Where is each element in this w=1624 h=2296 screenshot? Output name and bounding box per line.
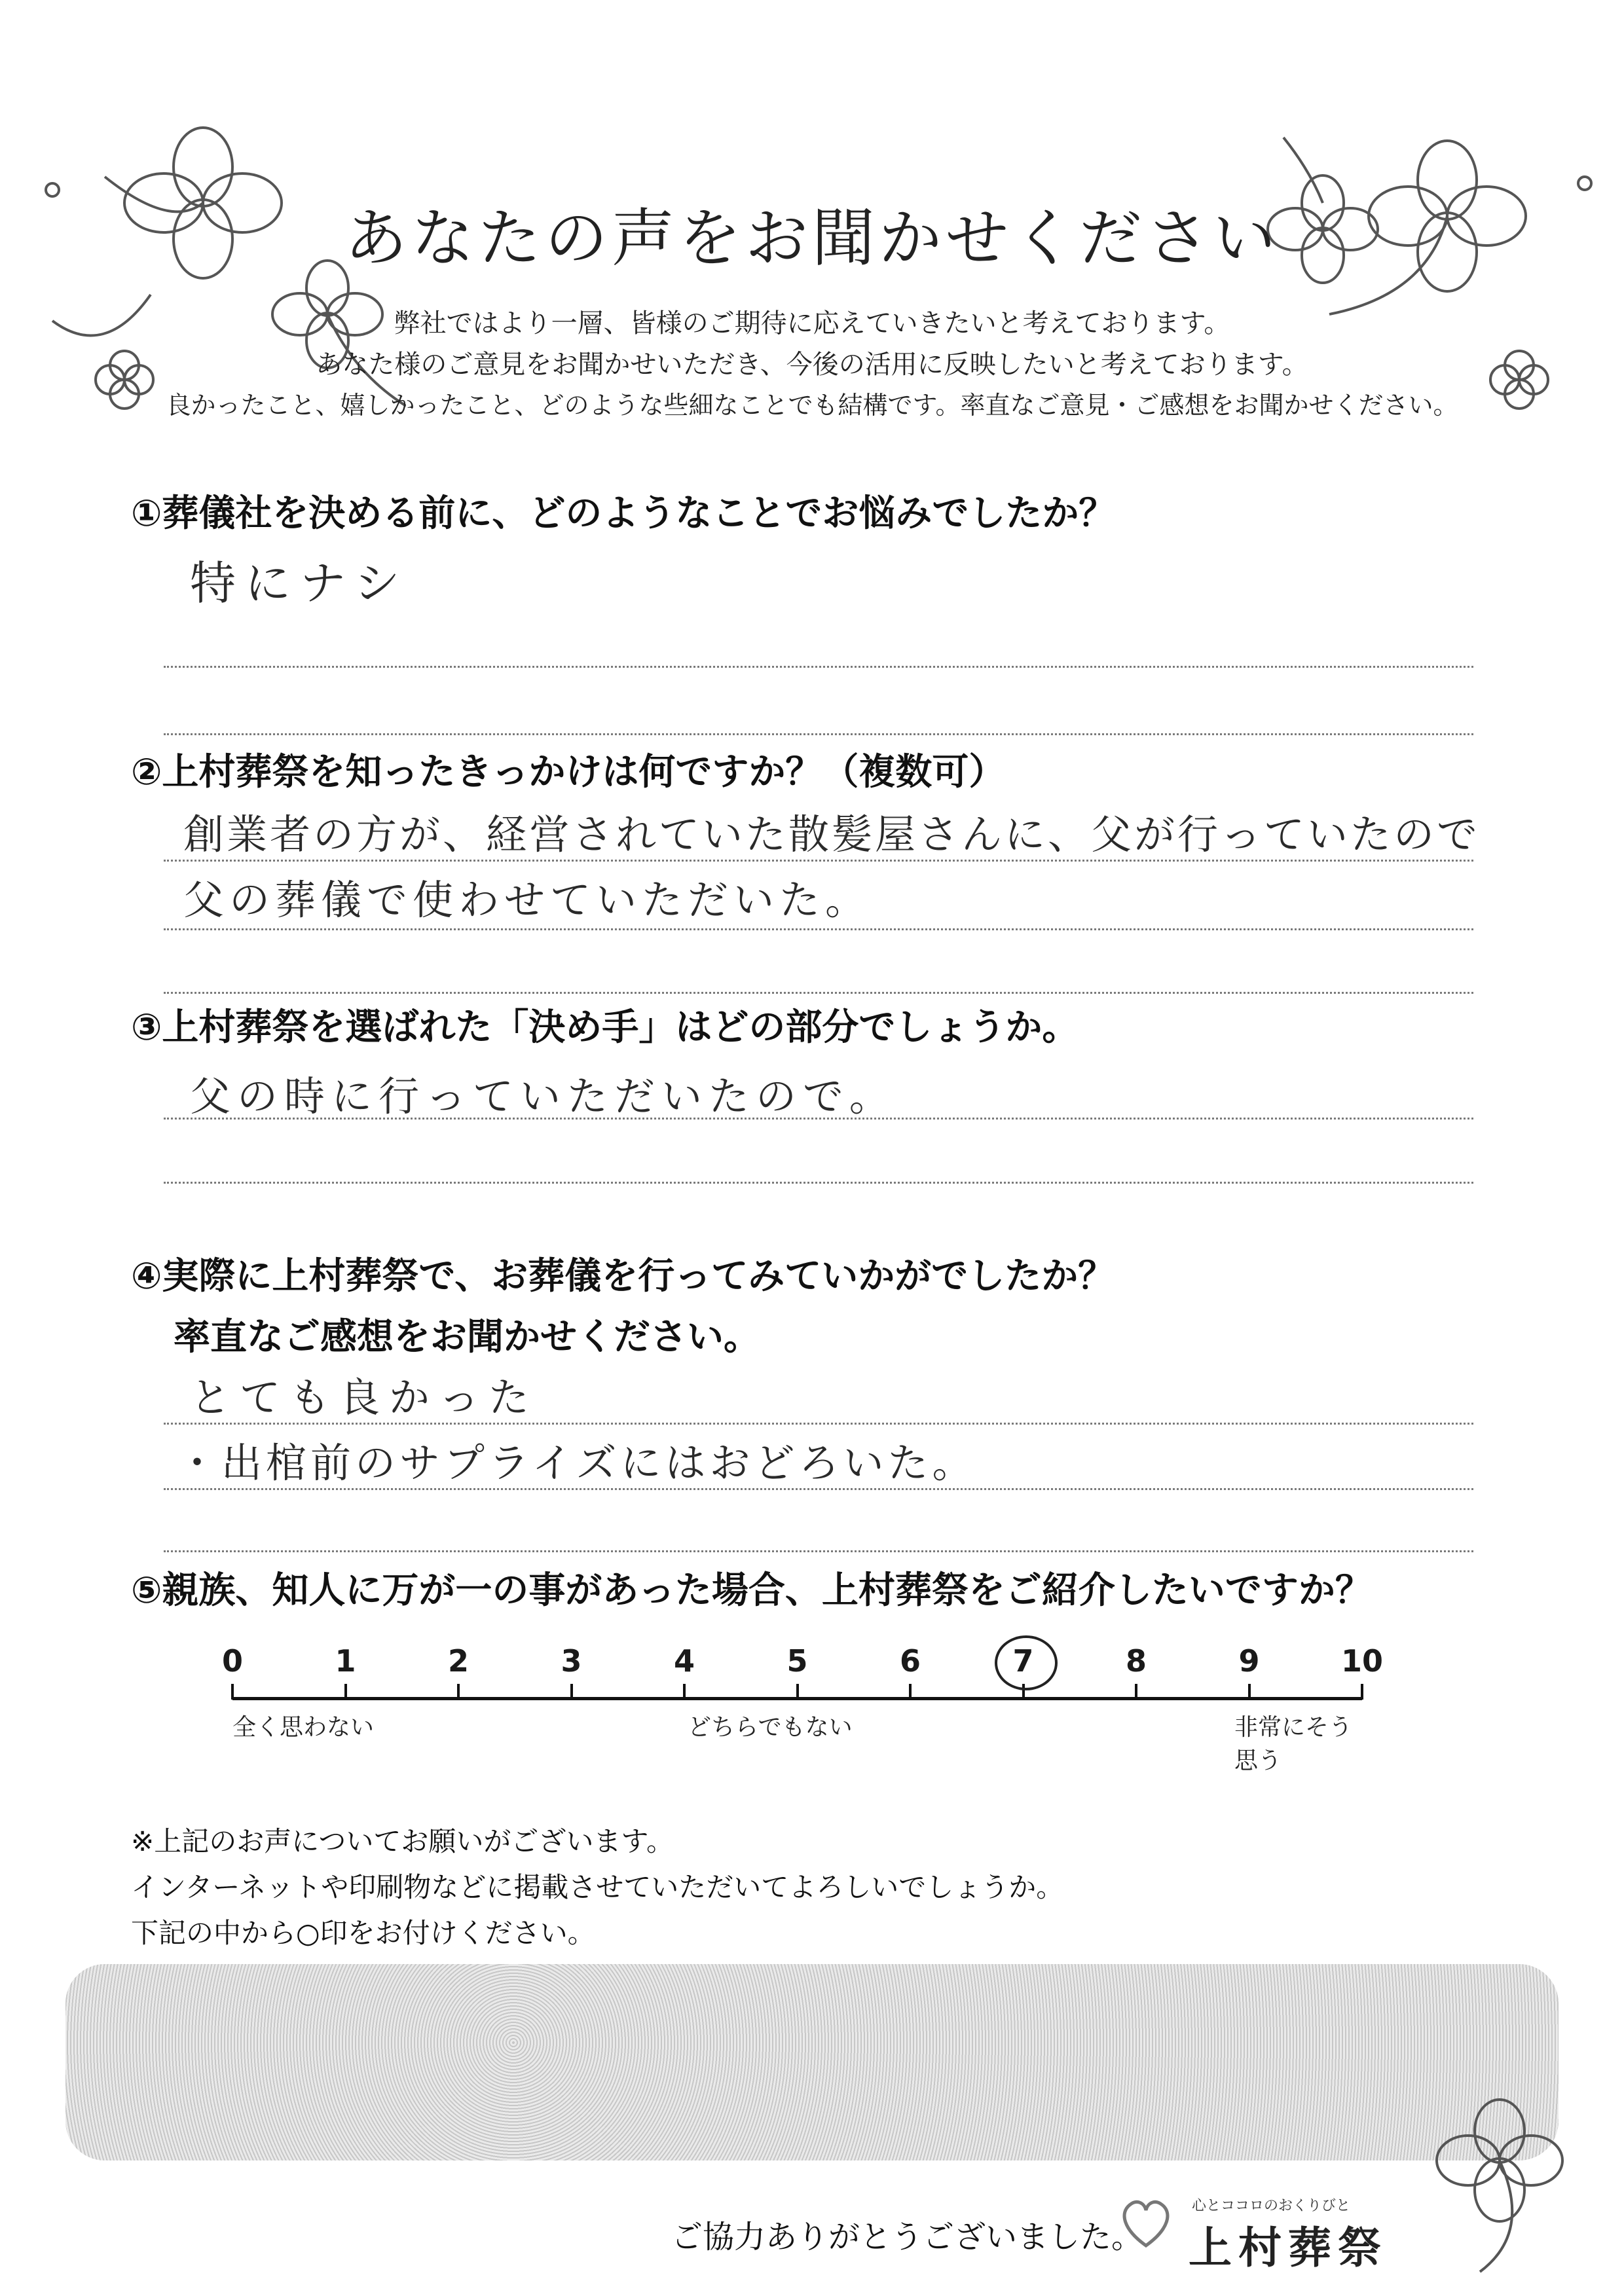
scale-tick <box>1361 1684 1363 1700</box>
scale-right-label: 非常にそう思う <box>1234 1714 1353 1774</box>
note-line-3: 下記の中から○印をお付けください。 <box>131 1917 595 1949</box>
scale-mid-label: どちらでもない <box>688 1714 853 1741</box>
scale-number-0: 0 <box>221 1643 243 1679</box>
scale-tick <box>570 1684 573 1700</box>
scale-tick <box>344 1684 347 1700</box>
answer-line <box>164 733 1473 735</box>
answer-1-line-1: 特にナシ <box>190 556 409 610</box>
scale-tick <box>1248 1684 1251 1700</box>
answer-2-line-2: 父の葬儀で使わせていただいた。 <box>183 876 872 924</box>
intro-line-2: あなた様のご意見をお聞かせいただき、今後の活用に反映したいと考えております。 <box>316 350 1308 380</box>
answer-line <box>164 1488 1473 1490</box>
scale-number-7: 7 <box>1012 1643 1034 1679</box>
question-4-sub: 率直なご感想をお聞かせください。 <box>174 1316 760 1358</box>
scale-tick <box>457 1684 460 1700</box>
answer-line <box>164 1550 1473 1552</box>
clover-decoration-bottom-right <box>1401 2082 1611 2278</box>
scale-number-3: 3 <box>561 1643 582 1679</box>
answer-line <box>164 928 1473 930</box>
answer-line <box>164 860 1473 862</box>
answer-line <box>164 666 1473 668</box>
answer-3-line-1: 父の時に行っていただいたので。 <box>190 1072 896 1120</box>
intro-line-1: 弊社ではより一層、皆様のご期待に応えていきたいと考えております。 <box>394 308 1230 338</box>
answer-line <box>164 1423 1473 1425</box>
selected-mark <box>995 1635 1058 1690</box>
question-5: ⑤親族、知人に万が一の事があった場合、上村葬祭をご紹介したいですか？ <box>131 1569 1372 1612</box>
scale-number-5: 5 <box>786 1643 808 1679</box>
answer-2-line-1: 創業者の方が、経営されていた散髪屋さんに、父が行っていたので <box>183 811 1481 858</box>
scale-number-6: 6 <box>899 1643 921 1679</box>
answer-line <box>164 992 1473 994</box>
question-3: ③上村葬祭を選ばれた「決め手」はどの部分でしょうか。 <box>131 1006 1079 1049</box>
question-2: ②上村葬祭を知ったきっかけは何ですか？（複数可） <box>131 751 1006 793</box>
redacted-area <box>65 1964 1559 2160</box>
scale-tick <box>796 1684 799 1700</box>
scale-tick <box>1135 1684 1137 1700</box>
page-title: あなたの声をお聞かせください <box>344 202 1280 275</box>
answer-4-line-2: ・出棺前のサプライズにはおどろいた。 <box>177 1439 977 1487</box>
note-line-2: インターネットや印刷物などに掲載させていただいてよろしいでしょうか。 <box>131 1871 1064 1903</box>
scale-number-1: 1 <box>335 1643 356 1679</box>
brand-tagline: 心とココロのおくりびと <box>1192 2198 1351 2214</box>
thanks-message: ご協力ありがとうございました。 <box>671 2219 1143 2255</box>
question-1: ①葬儀社を決める前に、どのようなことでお悩みでしたか？ <box>131 492 1116 535</box>
intro-line-3: 良かったこと、嬉しかったこと、どのような些細なことでも結構です。率直なご意見・ご感想をお聞かせください。 <box>166 391 1458 420</box>
scale-tick <box>231 1684 234 1700</box>
question-4: ④実際に上村葬祭で、お葬儀を行ってみていかがでしたか？ <box>131 1255 1115 1298</box>
answer-4-line-1: とても良かった <box>190 1374 539 1421</box>
scale-tick <box>683 1684 686 1700</box>
scale-left-label: 全く思わない <box>232 1714 375 1741</box>
rating-scale <box>221 1637 1383 1774</box>
scale-number-10: 10 <box>1340 1643 1383 1679</box>
scale-number-2: 2 <box>447 1643 469 1679</box>
scale-number-9: 9 <box>1238 1643 1260 1679</box>
scale-tick <box>909 1684 912 1700</box>
answer-line <box>164 1118 1473 1120</box>
scale-number-4: 4 <box>673 1643 695 1679</box>
note-line-1: ※上記のお声についてお願いがございます。 <box>131 1825 674 1857</box>
brand-name: 上村葬祭 <box>1189 2223 1388 2273</box>
heart-logo-icon <box>1116 2193 1175 2252</box>
answer-line <box>164 1182 1473 1184</box>
scale-number-8: 8 <box>1125 1643 1147 1679</box>
